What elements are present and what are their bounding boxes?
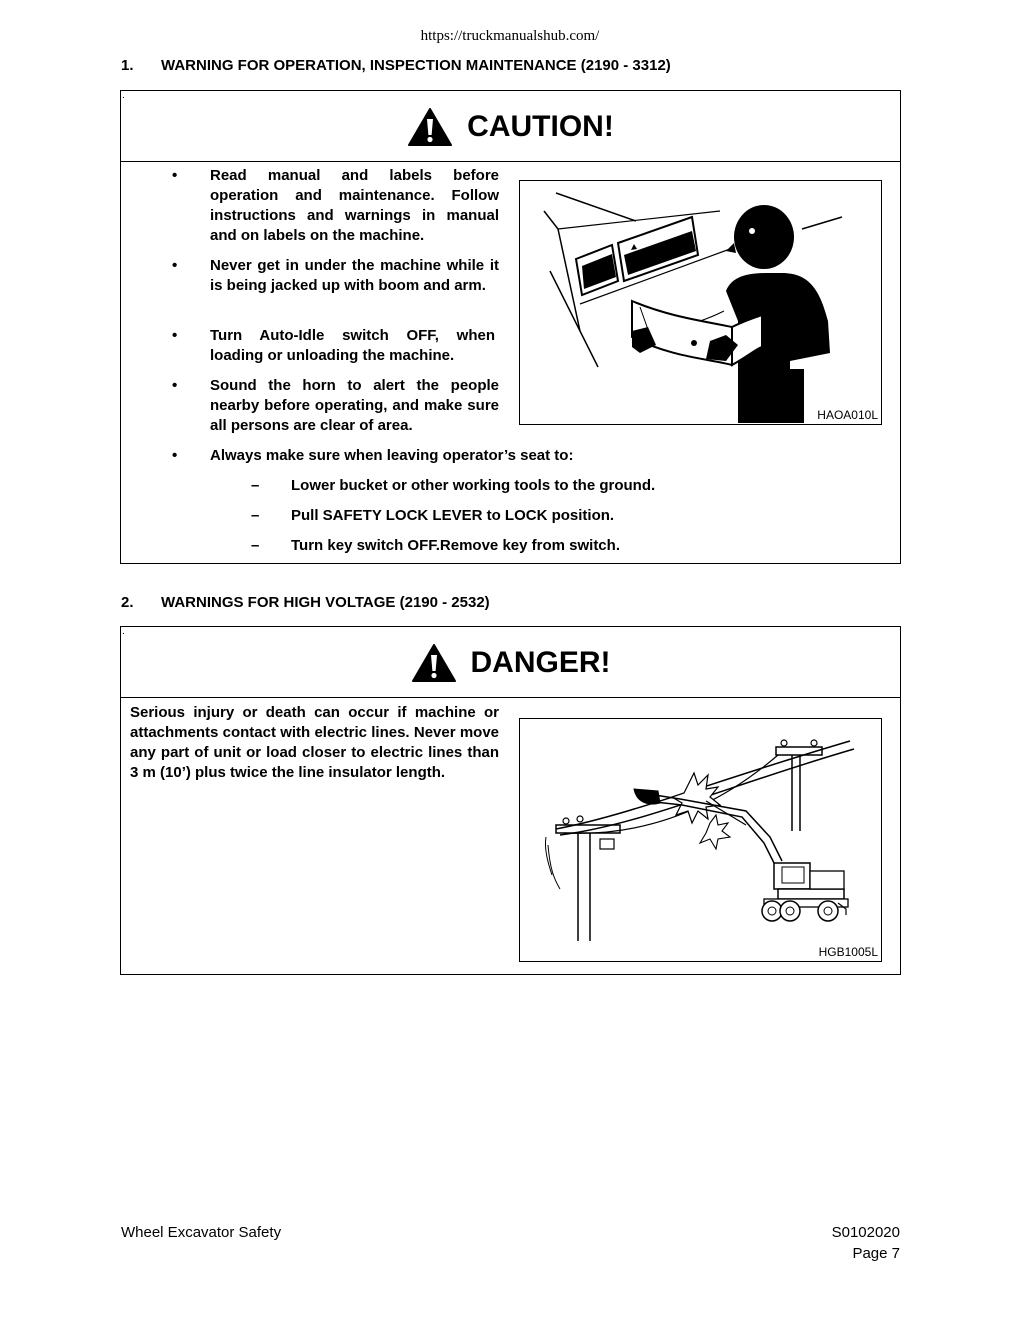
danger-body-text: Serious injury or death can occur if machine or attachments contact with electric lines. Never move any part of unit or load closer to electric lines than 3 m (10’) plus twice the line insulator length. — [130, 704, 499, 781]
section-title-text: WARNINGS FOR HIGH VOLTAGE (2190 - 2532) — [161, 594, 490, 611]
caution-header — [121, 91, 900, 162]
excavator-power-line-illustration — [520, 719, 881, 961]
footer-doc-number: S0102020 — [831, 1224, 900, 1241]
danger-word: DANGER! — [470, 646, 611, 679]
dot-mark: . — [122, 90, 125, 101]
dot-mark: . — [122, 626, 125, 637]
footer-title: Wheel Excavator Safety — [121, 1224, 282, 1241]
figure-code: HGB1005L — [818, 945, 878, 959]
dash-mark: – — [251, 537, 260, 554]
bullet-item — [172, 256, 499, 316]
figure-code: HAOA010L — [817, 408, 878, 422]
sub-item-text: Lower bucket or other working tools to the ground. — [291, 477, 656, 494]
bullet-mark: • — [172, 327, 178, 344]
high-voltage-figure — [519, 718, 882, 962]
bullet-mark: • — [172, 167, 178, 184]
bullet-text: Turn Auto-Idle switch OFF, when loading or unloading the machine. — [210, 327, 495, 364]
operator-reading-manual-illustration — [520, 181, 881, 424]
bullet-item — [172, 326, 499, 366]
danger-box — [120, 626, 901, 975]
bullet-mark: • — [172, 377, 178, 394]
bullet-text: Sound the horn to alert the people nearby before operating, and make sure all persons are clear of area. — [210, 377, 499, 434]
sub-item — [251, 506, 751, 526]
bullet-item — [172, 166, 499, 246]
bullet-mark: • — [172, 447, 178, 464]
danger-body — [130, 703, 499, 803]
bullet-mark: • — [172, 257, 178, 274]
sub-item — [251, 536, 751, 556]
warning-triangle-icon — [411, 643, 457, 683]
warning-triangle-icon — [407, 107, 453, 147]
section-number: 1. — [121, 57, 134, 74]
dash-mark: – — [251, 507, 260, 524]
danger-signal — [121, 641, 900, 685]
section-title-text: WARNING FOR OPERATION, INSPECTION MAINTENANCE (2190 - 3312) — [161, 57, 671, 74]
bullet-item — [172, 376, 499, 436]
sub-item-text: Pull SAFETY LOCK LEVER to LOCK position. — [291, 507, 615, 524]
operator-reading-manual-figure — [519, 180, 882, 425]
sub-item-text: Turn key switch OFF.Remove key from switch. — [291, 537, 620, 554]
sub-item — [251, 476, 751, 496]
caution-box — [120, 90, 901, 564]
bullet-item — [172, 446, 672, 466]
section-number: 2. — [121, 594, 134, 611]
section-1-title — [121, 57, 901, 77]
section-2-title — [121, 594, 901, 614]
dash-mark: – — [251, 477, 260, 494]
footer-page-number: Page 7 — [852, 1245, 900, 1262]
bullet-text: Always make sure when leaving operator’s seat to: — [210, 447, 574, 464]
bullet-text: Never get in under the machine while it is being jacked up with boom and arm. — [210, 257, 499, 294]
caution-word: CAUTION! — [467, 110, 614, 143]
danger-header — [121, 627, 900, 698]
source-url: https://truckmanualshub.com/ — [420, 28, 600, 44]
caution-signal — [121, 105, 900, 149]
bullet-text: Read manual and labels before operation and maintenance. Follow instructions and warnings in manual and on labels on the machine. — [210, 167, 499, 244]
